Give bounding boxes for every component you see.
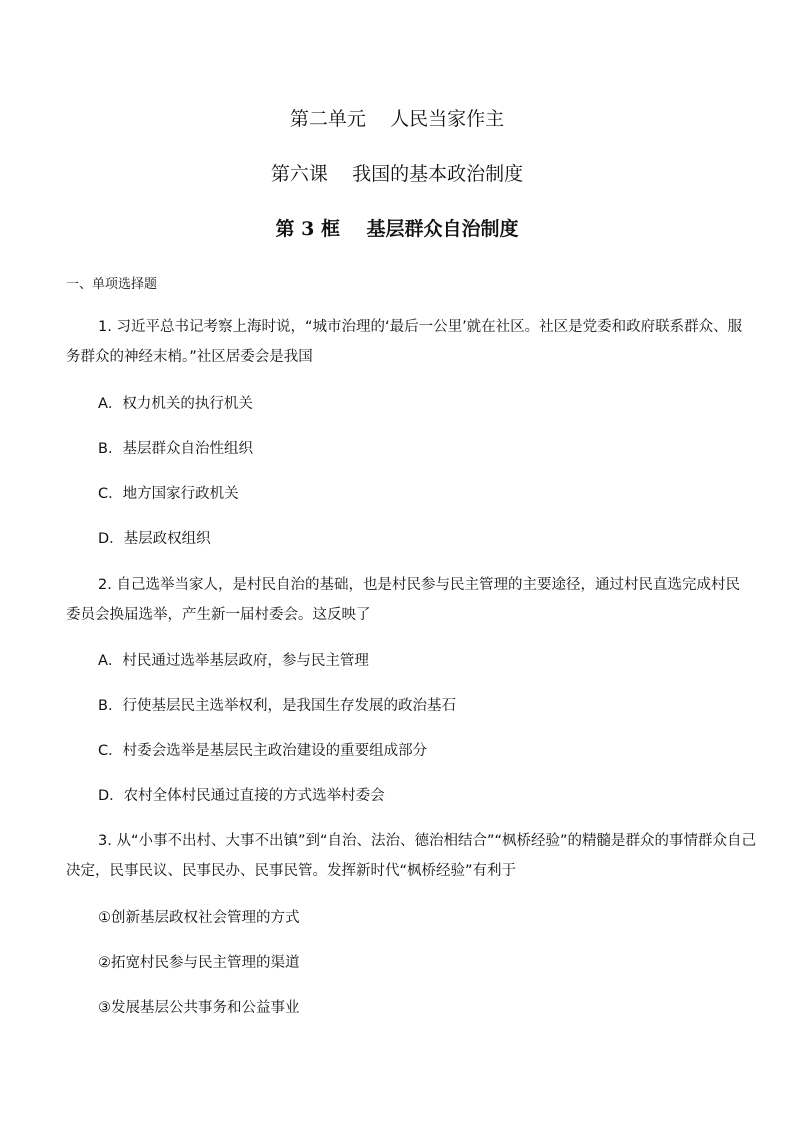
question-3-stem-line-1: 3. 从“小事不出村、大事不出镇”到“自治、法治、德治相结合”“枫桥经验”的精髓是群众的事情群众自己 xyxy=(98,833,757,849)
question-2-option-b: B．行使基层民主选举权利，是我国生存发展的政治基石 xyxy=(98,698,456,714)
section-heading: 一、单项选择题 xyxy=(66,277,158,292)
question-1-option-c: C．地方国家行政机关 xyxy=(98,486,239,502)
question-1-stem-line-1: 1. 习近平总书记考察上海时说，“城市治理的‘最后一公里’就在社区。社区是党委和政府联系群众、服 xyxy=(98,319,743,335)
unit-title: 第二单元 人民当家作主 xyxy=(289,108,505,130)
question-2-stem-line-2: 委员会换届选举，产生新一届村委会。这反映了 xyxy=(66,607,371,623)
question-2-stem-line-1: 2. 自己选举当家人，是村民自治的基础，也是村民参与民主管理的主要途径，通过村民直选完成村民 xyxy=(98,577,740,593)
question-2-option-d: D．农村全体村民通过直接的方式选举村委会 xyxy=(98,788,385,804)
question-3-stem-line-2: 决定，民事民议、民事民办、民事民管。发挥新时代“枫桥经验”有利于 xyxy=(66,863,517,879)
frame-title: 第 3 框 基层群众自治制度 xyxy=(275,218,519,240)
question-1-option-d: D．基层政权组织 xyxy=(98,531,211,547)
question-2-option-a: A．村民通过选举基层政府，参与民主管理 xyxy=(98,653,369,669)
lesson-title: 第六课 我国的基本政治制度 xyxy=(270,163,524,185)
question-1-option-a: A．权力机关的执行机关 xyxy=(98,396,253,412)
question-1-stem-line-2: 务群众的神经末梢。”社区居委会是我国 xyxy=(66,349,313,365)
question-3-option-2: ②拓宽村民参与民主管理的渠道 xyxy=(98,955,300,971)
question-2-option-c: C．村委会选举是基层民主政治建设的重要组成部分 xyxy=(98,743,428,759)
question-3-option-3: ③发展基层公共事务和公益事业 xyxy=(98,1000,300,1016)
question-1-option-b: B．基层群众自治性组织 xyxy=(98,441,253,457)
question-3-option-1: ①创新基层政权社会管理的方式 xyxy=(98,910,300,926)
